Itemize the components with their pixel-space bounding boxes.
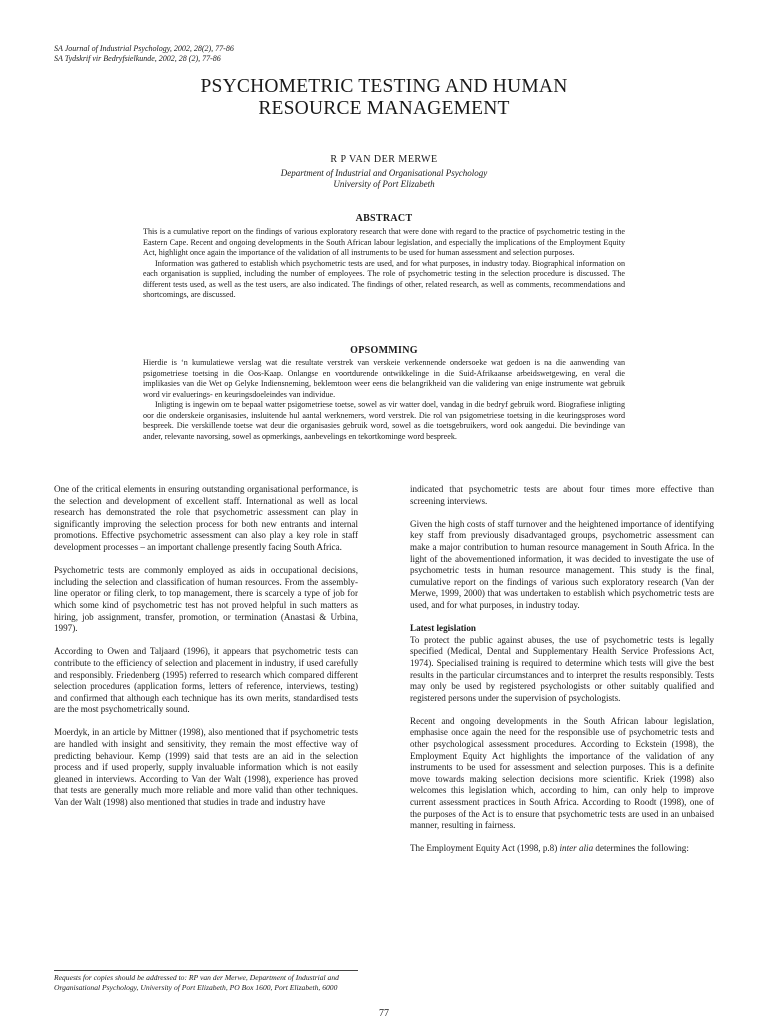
right-paragraph-5 <box>410 843 714 855</box>
abstract-paragraph-1: This is a cumulative report on the findings of various exploratory research that were done with regard to the practice of psychometric testing in the Eastern Cape. Recent and ongoing developments in the South African labour legislation, and especially the implications of the Employment Equity Act, highlight once again the importance of the validation of all instruments to be used for human assessment and selection purposes. <box>143 227 625 257</box>
opsomming-paragraph-2: Inligting is ingewin om te bepaal watter psigometriese toetse, sowel as vir watter doel, vandag in die bedryf gebruik word. Biografiese inligting oor die onderskeie organisasies, insluitende hul aantal werknemers, word verstrek. Die rol van psigometriese toetsing in die keuringsproses word bespreek. Die verskillende toetse wat deur die organisasies gebruik word, sowel as die toetsgebruikers, word ook aangedui. Die bevindinge van ander, relevante navorsing, sowel as opmerkings, aanbevelings en tekortkominge word bespreek. <box>143 400 625 441</box>
right-paragraph-3: To protect the public against abuses, the use of psychometric tests is legally specified (Medical, Dental and Supplementary Health Service Professions Act, 1974). Specialised training is required to determine which tests will give the best results in the particular circumstances and to interpret the results responsibly. Tests may only be used by registered psychologists or other suitably qualified and registered persons under the supervision of psychologists. <box>410 634 714 703</box>
correspondence-footnote: Requests for copies should be addressed to: RP van der Merwe, Department of Industrial and Organisational Psychology, University of Port Elizabeth, PO Box 1600, Port Elizabeth, 6000 <box>54 970 358 993</box>
opsomming-paragraph-1: Hierdie is ‘n kumulatiewe verslag wat die resultate verstrek van verskeie verkennende ondersoeke wat gedoen is na die aanwending van psigometriese toetsing in die Oos-Kaap. Onlangse en voortdurende ontwikkelinge in die Suid-Afrikaanse arbeidswetgewing, en veral die implikasies van die Wet op Gelyke Indiensneming, beklemtoon weer eens die belangrikheid van die validering van enige instrumente wat gebruik word vir evaluerings- en keuringsdoeleindes van individue. <box>143 358 625 399</box>
author-name: R P VAN DER MERWE <box>330 154 438 165</box>
affiliation-university: University of Port Elizabeth <box>333 179 435 189</box>
section-heading-latest-legislation: Latest legislation <box>410 623 476 634</box>
right-paragraph-1: indicated that psychometric tests are about four times more effective than screening interviews. <box>410 484 714 506</box>
right-paragraph-5-end: determines the following: <box>593 843 689 854</box>
left-paragraph-2: Psychometric tests are commonly employed as aids in occupational decisions, including the selection and classification of human resources. From the assembly-line operator or filing clerk, to top management, there is scarcely a type of job for which some kind of psychometric test has not proved helpful in such matters as hiring, job assignment, transfer, promotion, or termination (Anastasi & Urbina, 1997). <box>54 565 358 634</box>
journal-citation-english: SA Journal of Industrial Psychology, 2002, 28(2), 77-86 <box>54 44 234 53</box>
left-paragraph-4: Moerdyk, in an article by Mittner (1998), also mentioned that if psychometric tests are handled with insight and sensitivity, they remain the most effective way of predicting behaviour. Kemp (1999) said that tests are an aid in the selection process and if used properly, supply invaluable information which is not easily gleaned in interviews. According to Van der Walt (1998), experience has proved that tests are generally much more reliable and more valid than other techniques. Van der Walt (1998) also mentioned that studies in trade and industry have <box>54 727 358 808</box>
paper-title-line-1: PSYCHOMETRIC TESTING AND HUMAN <box>200 76 568 97</box>
journal-citation-afrikaans: SA Tydskrif vir Bedryfsielkunde, 2002, 28 (2), 77-86 <box>54 54 221 63</box>
right-column <box>410 484 714 867</box>
left-paragraph-1: One of the critical elements in ensuring outstanding organisational performance, is the selection and development of excellent staff. International as well as local research has demonstrated the role that psychometric assessment can play in significantly improving the selection process for both new entrants and internal promotions. Effective psychometric assessment can also play a key role in staff development processes – an important challenge presently facing South Africa. <box>54 484 358 552</box>
paper-title-line-2: RESOURCE MANAGEMENT <box>258 98 510 119</box>
journal-citation <box>54 44 234 64</box>
opsomming-body <box>143 358 625 442</box>
abstract-heading: ABSTRACT <box>355 213 413 224</box>
left-column <box>54 484 358 820</box>
author-affiliation <box>100 168 668 190</box>
left-paragraph-3: According to Owen and Taljaard (1996), it appears that psychometric tests can contribute to the efficiency of selection and placement in industry, if used carefully and responsibly. Friedenberg (1995) referred to research which compared different selection procedures (application forms, letters of reference, interviews, testing) and confirmed that although each technique has its own merits, standardised tests are the most psychometrically sound. <box>54 646 358 715</box>
affiliation-department: Department of Industrial and Organisational Psychology <box>280 168 488 178</box>
right-paragraph-5-start: The Employment Equity Act (1998, p.8) <box>410 843 560 854</box>
right-paragraph-2: Given the high costs of staff turnover and the heightened importance of identifying key staff from previously disadvantaged groups, psychometric assessment can make a major contribution to human resource management in South Africa. In the light of the abovementioned information, it was decided to investigate the use of psychometric tests in human resource management. This study is the final, cumulative report on the findings of various such exploratory research (Van der Merwe, 1999, 2000) that was undertaken to establish which psychometric tests are used, and for what purposes, in industry today. <box>410 518 714 610</box>
paper-title <box>100 76 668 120</box>
page-number: 77 <box>379 1008 389 1019</box>
abstract-paragraph-2: Information was gathered to establish which psychometric tests are used, and for what purposes, in industry today. Biographical information on each organisation is supplied, including the number of employees. The role of psychometric testing in the selection procedure is discussed. The different tests used, as well as the test users, are also indicated. The findings of other, related research, as well as comments, recommendations and shortcomings, are discussed. <box>143 258 625 299</box>
right-paragraph-4: Recent and ongoing developments in the South African labour legislation, emphasise once again the need for the responsible use of psychometric tests and other psychological assessment procedures. According to Eckstein (1998), the Employment Equity Act highlights the importance of the validation of any instruments to be used for assessment and selection purposes. This is a definite move towards making selection decisions more scientific. Kriek (1998) also welcomes this legislation which, according to him, can only help to improve current assessment practices in South Africa. According to Roodt (1998), one of the purposes of the Act is to ensure that psychometric tests are used in an unbaised manner, resulting in fairness. <box>410 715 714 831</box>
inter-alia-italic: inter alia <box>559 843 594 854</box>
opsomming-heading: OPSOMMING <box>350 345 418 356</box>
abstract-body <box>143 227 625 301</box>
